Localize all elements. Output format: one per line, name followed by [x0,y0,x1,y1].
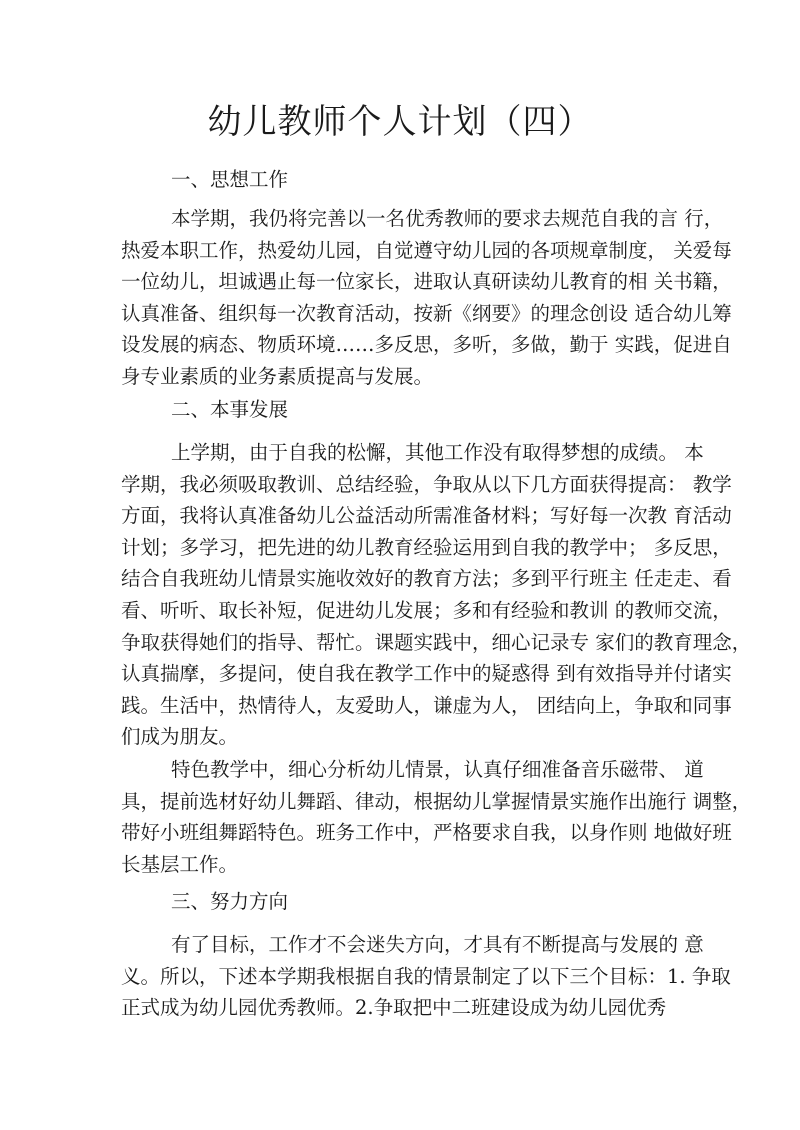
text-line: 学期，我必须吸取教训、总结经验，争取从以下几方面获得提高： 教学 [121,472,732,496]
text-line: 方面，我将认真准备幼儿公益活动所需准备材料；写好每一次教 育活动 [121,504,732,528]
text-line: 有了目标，工作才不会迷失方向，才具有不断提高与发展的 意 [171,933,704,956]
text-line: 本学期，我仍将完善以一名优秀教师的要求去规范自我的言 行， [171,207,724,230]
text-line: 带好小班组舞蹈特色。班务工作中，严格要求自我，以身作则 地做好班 [121,821,732,845]
section-2-paragraph-2 [121,754,752,880]
text-line: 认真准备、组织每一次教育活动，按新《纲要》的理念创设 适合幼儿筹 [121,301,732,325]
text-line: 正式成为幼儿园优秀教师。2.争取把中二班建设成为幼儿园优秀 [121,996,667,1020]
text-line: 认真揣摩，多提问，使自我在教学工作中的疑惑得 到有效指导并付诸实 [121,662,732,686]
text-line: 践。生活中，热情待人，友爱助人，谦虚为人， 团结向上，争取和同事 [121,693,732,717]
section-heading-2: 二、本事发展 [171,398,289,421]
text-line: 具，提前选材好幼儿舞蹈、律动，根据幼儿掌握情景实施作出施行 调整， [121,789,752,813]
section-2-paragraph-1 [121,437,752,753]
text-line: 义。所以，下述本学期我根据自我的情景制定了以下三个目标：1. 争取 [121,964,731,988]
document-title: 幼儿教师个人计划（四） [207,102,593,142]
text-line: 们成为朋友。 [121,725,239,749]
text-line: 一位幼儿，坦诚遇止每一位家长，进取认真研读幼儿教育的相 关书籍， [121,270,732,294]
text-line: 上学期，由于自我的松懈，其他工作没有取得梦想的成绩。 本 [171,441,704,464]
text-line: 看、听听、取长补短，促进幼儿发展；多和有经验和教训 的教师交流， [121,598,732,622]
text-line: 设发展的病态、物质环境……多反思，多听，多做，勤于 实践，促进自 [121,333,732,357]
text-line: 争取获得她们的指导、帮忙。课题实践中，细心记录专 家们的教育理念， [121,630,752,654]
section-heading-1: 一、思想工作 [171,168,289,191]
section-1-paragraph-1 [121,203,732,393]
text-line: 计划；多学习，把先进的幼儿教育经验运用到自我的教学中； 多反思， [121,535,732,559]
text-line: 结合自我班幼儿情景实施收效好的教育方法；多到平行班主 任走走、看 [121,567,732,591]
text-line: 热爱本职工作，热爱幼儿园，自觉遵守幼儿园的各项规章制度， 关爱每 [121,238,732,262]
text-line: 长基层工作。 [121,852,239,876]
text-line: 特色教学中，细心分析幼儿情景，认真仔细准备音乐磁带、 道 [171,758,704,781]
section-heading-3: 三、努力方向 [171,890,289,913]
text-line: 身专业素质的业务素质提高与发展。 [121,364,434,388]
section-3-paragraph-1 [121,929,731,1024]
